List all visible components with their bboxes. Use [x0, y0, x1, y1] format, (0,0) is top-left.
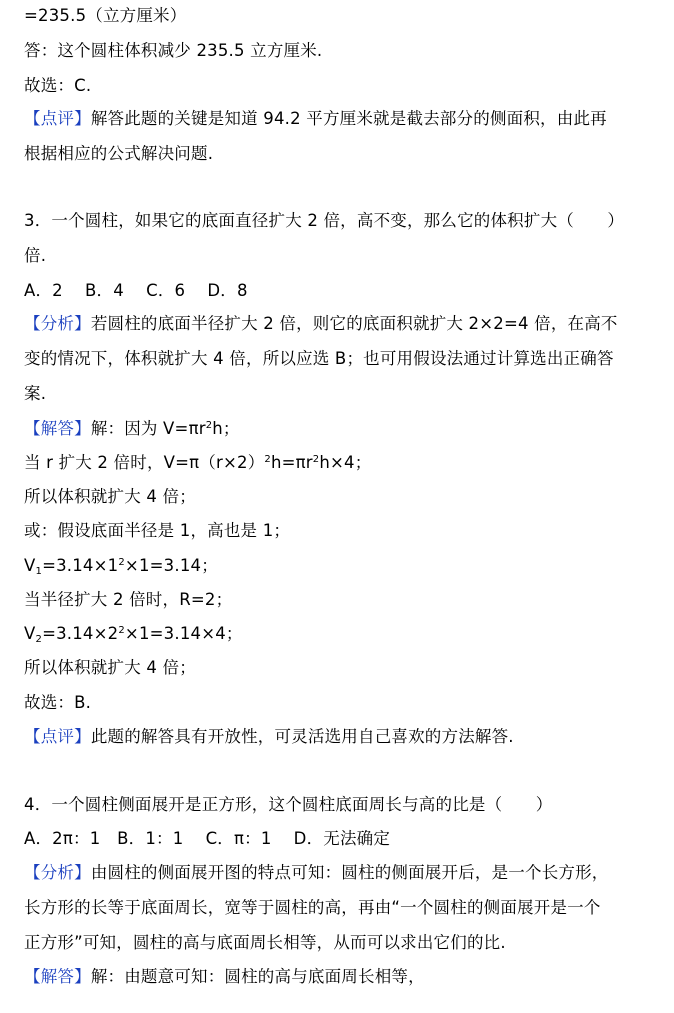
- solution-step: 当半径扩大 2 倍时，R=2；: [24, 590, 233, 609]
- question-4-stem: 4．一个圆柱侧面展开是正方形，这个圆柱底面周长与高的比是（ ）: [24, 795, 553, 814]
- analysis-line-cont: 正方形”可知，圆柱的高与底面周长相等，从而可以求出它们的比.: [24, 933, 506, 952]
- solution-step: $V_2=3.14\times 2^2\times 1=3.14\times 4$；: [24, 624, 243, 645]
- solution-step: 当 r 扩大 2 倍时，$V=\pi(r\times 2)^2h=\pi r^2h\times 4$；: [24, 453, 372, 472]
- analysis-tag: 【分析】: [24, 314, 91, 333]
- analysis-line-cont: 案.: [24, 384, 47, 403]
- comment-line-cont: 根据相应的公式解决问题.: [24, 144, 214, 163]
- answer-line: 答：这个圆柱体积减少 235.5 立方厘米.: [24, 41, 323, 60]
- question-3-options: A．2 B．4 C．6 D．8: [24, 281, 248, 300]
- analysis-tag: 【分析】: [24, 863, 91, 882]
- answer-tag: 【解答】: [24, 967, 91, 986]
- solution-line: 【解答】解：由题意可知：圆柱的高与底面周长相等，: [24, 967, 425, 986]
- answer-tag: 【解答】: [24, 419, 91, 438]
- solution-step: 所以体积就扩大 4 倍；: [24, 487, 196, 506]
- analysis-line-cont: 变的情况下，体积就扩大 4 倍，所以应选 B；也可用假设法通过计算选出正确答: [24, 349, 614, 368]
- question-4-options: A．2π：1 B．1：1 C．π：1 D．无法确定: [24, 829, 391, 848]
- comment-tag: 【点评】: [24, 109, 91, 128]
- analysis-line-cont: 长方形的长等于底面周长，宽等于圆柱的高，再由“一个圆柱的侧面展开是一个: [24, 898, 601, 917]
- solution-step: 或：假设底面半径是 1，高也是 1；: [24, 521, 291, 540]
- solution-line: 【解答】解：因为 $V=\pi r^2h$；: [24, 419, 240, 438]
- comment-line: 【点评】此题的解答具有开放性，可灵活选用自己喜欢的方法解答.: [24, 727, 514, 746]
- question-3-stem-cont: 倍.: [24, 246, 47, 265]
- comment-tag: 【点评】: [24, 727, 91, 746]
- solution-step: 所以体积就扩大 4 倍；: [24, 658, 196, 677]
- comment-line: 【点评】解答此题的关键是知道 94.2 平方厘米就是截去部分的侧面积，由此再: [24, 109, 607, 128]
- calc-line: =235.5（立方厘米）: [24, 6, 187, 25]
- solution-step: $V_1=3.14\times 1^2\times 1=3.14$；: [24, 556, 218, 577]
- question-3-stem: 3．一个圆柱，如果它的底面直径扩大 2 倍，高不变，那么它的体积扩大（ ）: [24, 211, 625, 230]
- choice-line: 故选：B.: [24, 693, 92, 712]
- analysis-line: 【分析】由圆柱的侧面展开图的特点可知：圆柱的侧面展开后，是一个长方形，: [24, 863, 609, 882]
- choice-line: 故选：C.: [24, 76, 92, 95]
- analysis-line: 【分析】若圆柱的底面半径扩大 2 倍，则它的底面积就扩大 2×2=4 倍，在高不: [24, 314, 618, 333]
